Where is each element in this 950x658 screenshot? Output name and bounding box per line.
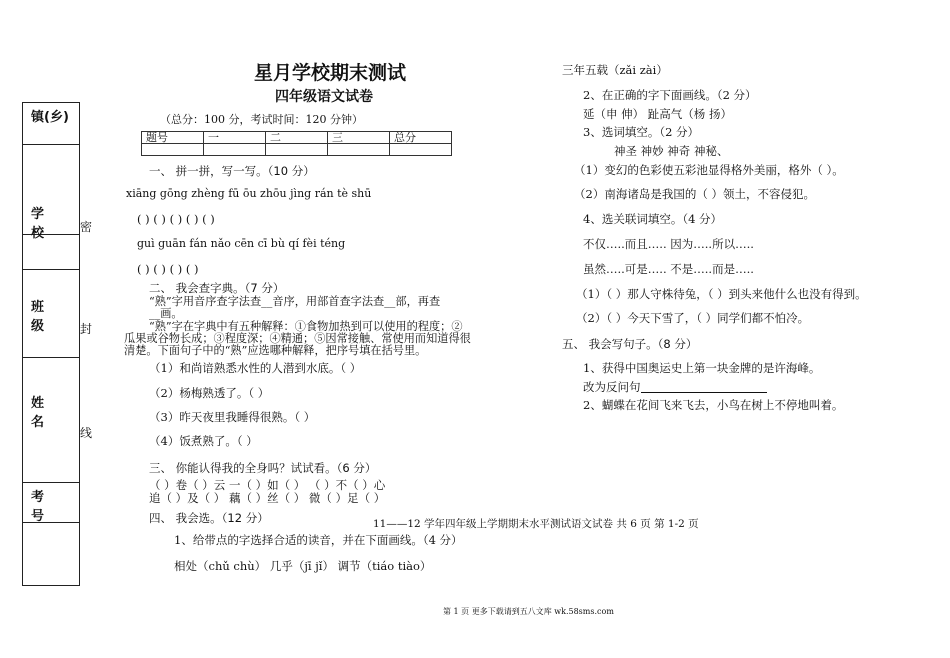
section3-heading: 三、 你能认得我的全身吗？试试看。（6 分）	[149, 461, 377, 475]
section4-q3-a: （1）变幻的色彩使五彩池显得格外美丽，格外（ ）。	[574, 163, 844, 177]
score-cell[interactable]	[204, 144, 266, 156]
score-table-blank-row	[142, 144, 452, 156]
section5-q1-prompt-row	[583, 379, 767, 395]
section5-heading: 五、 我会写句子。（8 分）	[562, 337, 698, 351]
section2-item: （2）杨梅熟透了。（ ）	[149, 386, 270, 400]
seal-char-feng: 封	[80, 322, 93, 336]
class-cell	[23, 270, 79, 358]
section2-item: （3）昨天夜里我睡得很熟。（ ）	[149, 410, 316, 424]
section4-q1: 1、给带点的字选择合适的读音，并在下面画线。（4 分）	[174, 533, 463, 547]
score-table-header-row	[142, 132, 452, 144]
section4-q2-items: 延（申 伸） 趾高气（杨 扬）	[583, 107, 732, 121]
section4-q3: 3、选词填空。（2 分）	[583, 125, 700, 139]
answer-line[interactable]	[641, 381, 767, 393]
section4-heading: 四、 我会选。（12 分）	[149, 511, 269, 525]
section3-row2: 追（ ）及（ ） 藕（ ）丝（ ） 微（ ）足（ ）	[149, 491, 386, 505]
school-label: 学 校	[31, 207, 55, 241]
score-header-cell: 一	[204, 132, 266, 144]
seal-char-xian: 线	[80, 426, 93, 440]
score-header-cell: 总分	[390, 132, 452, 144]
section2-para2a: “熟”字在字典中有五种解释：①食物加热到可以使用的程度；②	[149, 320, 463, 333]
section4-q2: 2、在正确的字下面画线。（2 分）	[583, 88, 757, 102]
section4-q3-words: 神圣 神妙 神奇 神秘、	[614, 144, 729, 158]
section1-heading: 一、 拼一拼，写一写。（10 分）	[149, 164, 315, 178]
section4-q1-cont: 三年五载（zǎi zài）	[562, 63, 668, 77]
section2-para2c: 清楚。下面句子中的“熟”应选哪种解释，把序号填在括号里。	[124, 344, 427, 357]
town-cell	[23, 103, 79, 145]
exam-title: 星月学校期末测试	[254, 62, 407, 84]
score-header-cell: 三	[328, 132, 390, 144]
section2-para1: “熟”字用音序查字法查__音序，用部首查字法查__部，再查	[149, 295, 441, 308]
exam-no-label: 考 号	[31, 490, 55, 524]
section2-para1b: __画。	[149, 307, 183, 320]
score-cell[interactable]	[142, 144, 204, 156]
name-cell	[23, 358, 79, 483]
exam-no-cell	[23, 483, 79, 523]
section4-q4: 4、选关联词填空。（4 分）	[583, 212, 723, 226]
town-label: 镇(乡)	[31, 110, 69, 125]
section3-row1: （ ）卷（ ）云 一（ ）如（ ） （ ）不（ ）心	[149, 478, 386, 492]
score-info: （总分：100 分，考试时间：120 分钟）	[160, 113, 363, 126]
name-label: 姓 名	[31, 396, 55, 430]
section4-q4-b: （2）（ ）今天下雪了，（ ）同学们都不怕冷。	[576, 311, 810, 325]
section5-q1: 1、获得中国奥运史上第一块金牌的是许海峰。	[583, 361, 821, 375]
section2-item: （1）和尚谙熟悉水性的人潜到水底。（ ）	[149, 361, 362, 375]
score-cell[interactable]	[328, 144, 390, 156]
exam-subtitle: 四年级语文试卷	[275, 89, 373, 105]
section1-blanks-row1: ( ) ( ) ( ) ( ) ( )	[137, 212, 215, 226]
section2-para2b: 瓜果或谷物长成；③程度深；④精通；⑤因常接触、常使用而知道得很	[124, 332, 471, 345]
section4-q4-a: （1）（ ）那人守株待兔，（ ）到头来他什么也没有得到。	[576, 287, 867, 301]
class-label: 班 级	[31, 300, 55, 334]
page-footer: 第 1 页 更多下载请到五八文库 wk.58sms.com	[443, 607, 614, 616]
section1-blanks-row2: ( ) ( ) ( ) ( )	[137, 262, 199, 276]
section2-heading: 二、 我会查字典。（7 分）	[149, 281, 285, 295]
section2-item: （4）饭煮熟了。（ ）	[149, 434, 258, 448]
score-table	[141, 131, 452, 156]
seal-char-mi: 密	[80, 220, 93, 234]
section5-q1-prompt: 改为反问句	[583, 380, 641, 394]
binding-column	[22, 102, 80, 586]
section4-q1-items: 相处（chǔ chù） 几乎（jī jǐ） 调节（tiáo tiào）	[174, 559, 432, 573]
section1-pinyin-row1: xiāng gōng zhèng fū ōu zhōu jìng rán tè shū	[126, 187, 372, 200]
score-header-cell: 二	[266, 132, 328, 144]
score-header-cell: 题号	[142, 132, 204, 144]
section4-q4-opts2: 虽然…..可是….. 不是…..而是…..	[583, 262, 754, 276]
school-blank-cell	[23, 235, 79, 270]
score-cell[interactable]	[266, 144, 328, 156]
section1-pinyin-row2: guì guān fán nǎo cēn cī bù qí fèi téng	[137, 237, 346, 250]
score-cell[interactable]	[390, 144, 452, 156]
exam-footer: 11——12 学年四年级上学期期末水平测试语文试卷 共 6 页 第 1-2 页	[373, 518, 699, 530]
section5-q2: 2、蝴蝶在花间飞来飞去，小鸟在树上不停地叫着。	[583, 398, 844, 412]
section4-q3-b: （2）南海诸岛是我国的（ ）领土，不容侵犯。	[574, 187, 815, 201]
school-cell	[23, 145, 79, 241]
section4-q4-opts1: 不仅…..而且….. 因为…..所以…..	[583, 237, 754, 251]
